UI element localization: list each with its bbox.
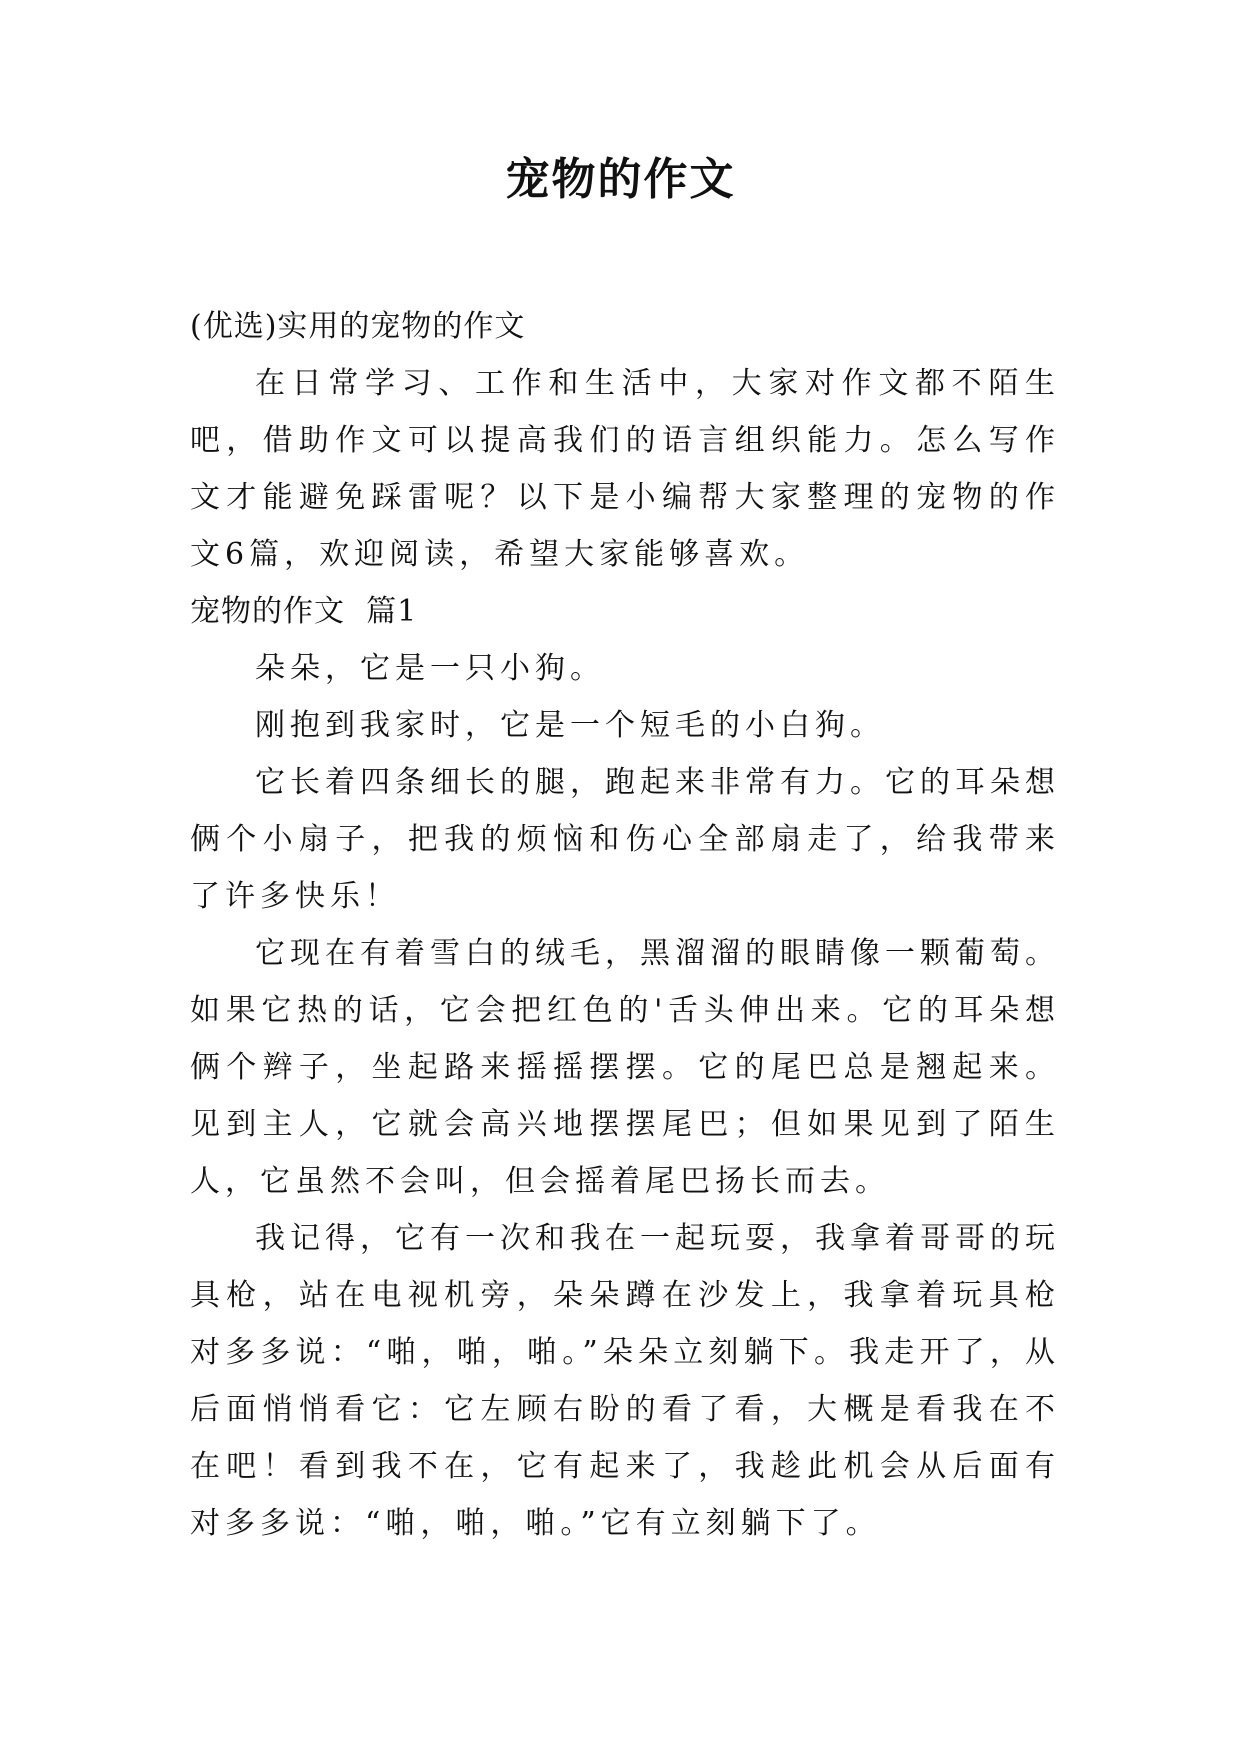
section-heading: 宠物的作文 篇1 xyxy=(190,594,418,629)
document-subtitle: (优选)实用的宠物的作文 xyxy=(190,309,526,344)
body-paragraph: 它长着四条细长的腿，跑起来非常有力。它的耳朵想俩个小扇子，把我的烦恼和伤心全部扇走了，给我带来了许多快乐！ xyxy=(190,765,1060,914)
document-body xyxy=(190,298,1060,1552)
body-paragraph: 刚抱到我家时，它是一个短毛的小白狗。 xyxy=(255,708,885,743)
body-paragraph: 它现在有着雪白的绒毛，黑溜溜的眼睛像一颗葡萄。如果它热的话，它会把红色的'舌头伸出来。它的耳朵想俩个辫子，坐起路来摇摇摆摆。它的尾巴总是翘起来。见到主人，它就会高兴地摆摆尾巴；但如果见到了陌生人，它虽然不会叫，但会摇着尾巴扬长而去。 xyxy=(190,936,1060,1199)
document-title: 宠物的作文 xyxy=(505,154,736,205)
body-paragraph: 朵朵，它是一只小狗。 xyxy=(255,651,605,686)
body-paragraph: 我记得，它有一次和我在一起玩耍，我拿着哥哥的玩具枪，站在电视机旁，朵朵蹲在沙发上，我拿着玩具枪对多多说：“啪，啪，啪。”朵朵立刻躺下。我走开了，从后面悄悄看它：它左顾右盼的看了看，大概是看我在不在吧！看到我不在，它有起来了，我趁此机会从后面有对多多说：“啪，啪，啪。”它有立刻躺下了。 xyxy=(190,1221,1060,1541)
intro-paragraph: 在日常学习、工作和生活中，大家对作文都不陌生吧，借助作文可以提高我们的语言组织能力。怎么写作文才能避免踩雷呢？以下是小编帮大家整理的宠物的作文6篇，欢迎阅读，希望大家能够喜欢。 xyxy=(190,366,1060,572)
